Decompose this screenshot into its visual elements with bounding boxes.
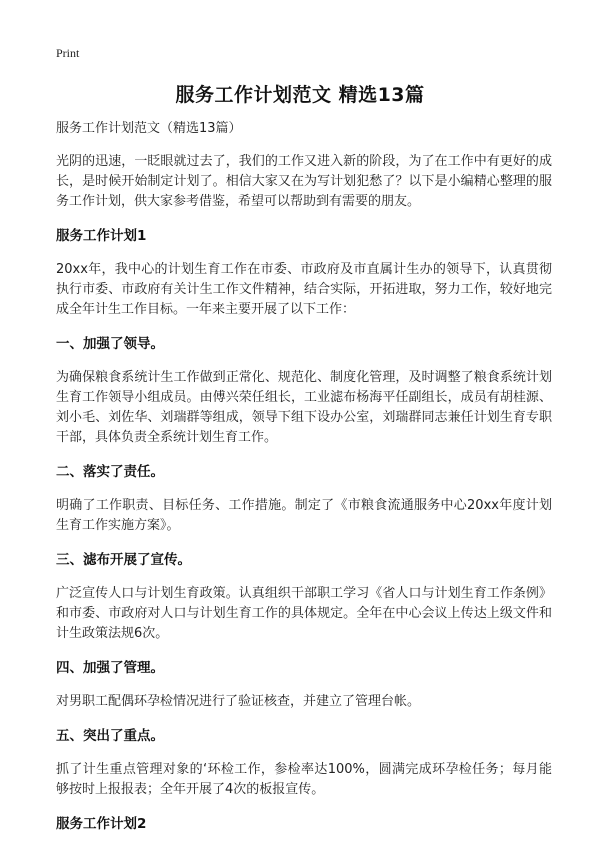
section-body-responsibility: 明确了工作职责、目标任务、工作措施。制定了《市粮食流通服务中心20xx年度计划生育工作实施方案》。 <box>56 498 552 533</box>
plan-2-heading: 服务工作计划2 <box>56 816 147 832</box>
plan-1-heading: 服务工作计划1 <box>56 228 147 244</box>
section-heading-publicity: 三、滤布开展了宣传。 <box>56 552 191 568</box>
section-heading-leadership: 一、加强了领导。 <box>56 336 164 352</box>
section-body-focus: 抓了计生重点管理对象的‘环检工作，参检率达100%，圆满完成环孕检任务；每月能够按时上报报表；全年开展了4次的板报宣传。 <box>56 762 552 797</box>
intro-paragraph: 光阴的迅速，一眨眼就过去了，我们的工作又进入新的阶段，为了在工作中有更好的成长，是时候开始制定计划了。相信大家又在为写计划犯愁了？以下是小编精心整理的服务工作计划，供大家参考借鉴，希望可以帮助到有需要的朋友。 <box>56 154 552 209</box>
page-title: 服务工作计划范文 精选13篇 <box>175 84 425 106</box>
section-heading-focus: 五、突出了重点。 <box>56 728 164 744</box>
section-heading-responsibility: 二、落实了责任。 <box>56 464 164 480</box>
section-body-management: 对男职工配偶环孕检情况进行了验证核查，并建立了管理台帐。 <box>56 694 421 709</box>
section-body-publicity: 广泛宣传人口与计划生育政策。认真组织干部职工学习《省人口与计划生育工作条例》和市委、市政府对人口与计划生育工作的具体规定。全年在中心会议上传达上级文件和计生政策法规6次。 <box>56 586 552 641</box>
section-body-leadership: 为确保粮食系统计生工作做到正常化、规范化、制度化管理，及时调整了粮食系统计划生育工作领导小组成员。由傅兴荣任组长，工业滤布杨海平任副组长，成员有胡桂源、刘小毛、刘佐华、刘瑞群等组成，领导下组下设办公室，刘瑞群同志兼任计划生育专职干部，具体负责全系统计划生育工作。 <box>56 370 552 445</box>
document-subtitle: 服务工作计划范文（精选13篇） <box>56 121 242 136</box>
document-body <box>56 120 552 848</box>
plan-1-intro-paragraph: 20xx年，我中心的计划生育工作在市委、市政府及市直属计生办的领导下，认真贯彻执行市委、市政府有关计生工作文件精神，结合实际，开拓进取，努力工作，较好地完成全年计生工作目标。一年来主要开展了以下工作： <box>56 262 552 317</box>
section-heading-management: 四、加强了管理。 <box>56 660 164 676</box>
print-link[interactable]: Print <box>56 46 80 60</box>
